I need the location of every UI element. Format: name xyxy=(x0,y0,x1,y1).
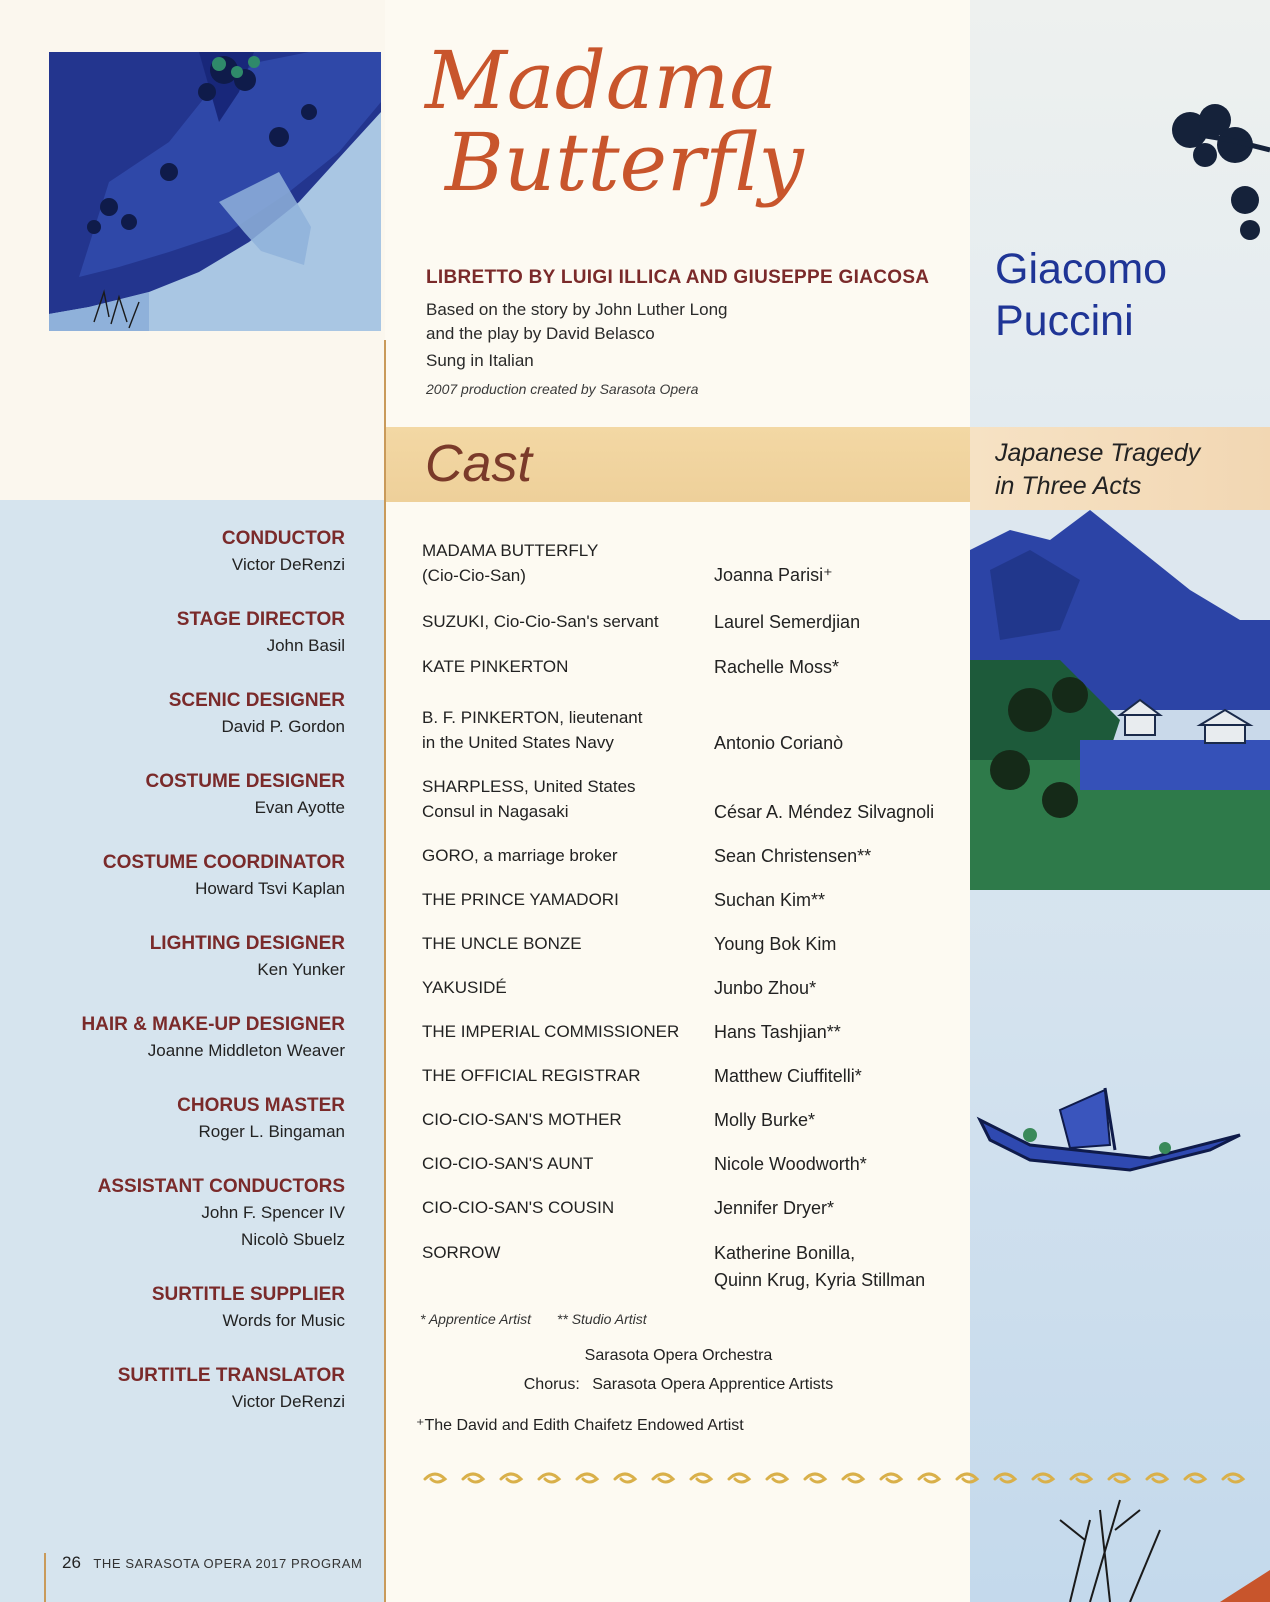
credit-name: Howard Tsvi Kaplan xyxy=(195,879,345,898)
cast-singer: Molly Burke* xyxy=(714,1110,816,1130)
credit-conductor xyxy=(222,527,345,578)
credit-role: SURTITLE SUPPLIER xyxy=(151,1284,345,1305)
genre-line: Japanese Tragedy xyxy=(995,439,1201,467)
language-note: Sung in Italian xyxy=(426,351,534,370)
chorus-value: Sarasota Opera Apprentice Artists xyxy=(592,1376,834,1393)
cast-role-line: Consul in Nagasaki xyxy=(422,802,569,821)
wave-flourish-divider xyxy=(420,1465,1260,1489)
genre-subtitle xyxy=(995,437,1200,503)
composer-name xyxy=(995,243,1167,347)
boat-illustration xyxy=(970,1050,1270,1190)
cast-singer xyxy=(714,1240,925,1294)
credit-costume-coordinator xyxy=(103,851,345,902)
credit-costume-designer xyxy=(145,770,345,821)
cast-singer: Sean Christensen** xyxy=(714,846,872,866)
page-number: 26 xyxy=(62,1553,81,1572)
vertical-divider xyxy=(384,340,386,1602)
cast-role: THE OFFICIAL REGISTRAR xyxy=(422,1066,641,1085)
chorus-label: Chorus: xyxy=(523,1376,580,1393)
cast-singer: Matthew Ciuffitelli* xyxy=(714,1066,862,1086)
chorus-credit xyxy=(386,1376,971,1394)
credit-name: John F. Spencer IV xyxy=(201,1203,345,1222)
credit-name: Evan Ayotte xyxy=(254,798,345,817)
credit-stage-director xyxy=(177,608,345,659)
title-line-1: Madama xyxy=(425,34,778,127)
cast-singer: César A. Méndez Silvagnoli xyxy=(714,802,935,822)
cast-role-line: MADAMA BUTTERFLY xyxy=(422,541,599,560)
credit-name: David P. Gordon xyxy=(221,717,345,736)
studio-footnote: ** Studio Artist xyxy=(556,1311,647,1327)
cast-heading: Cast xyxy=(425,435,532,493)
credit-name: Joanne Middleton Weaver xyxy=(147,1041,345,1060)
credit-name: John Basil xyxy=(266,636,345,655)
cast-role xyxy=(422,774,636,824)
cast-role: CIO-CIO-SAN'S COUSIN xyxy=(422,1198,615,1217)
cast-role: SORROW xyxy=(422,1243,501,1262)
credit-role: CHORUS MASTER xyxy=(177,1095,345,1116)
credit-assistant-conductors xyxy=(98,1175,345,1253)
credit-surtitle-supplier xyxy=(152,1283,345,1334)
cast-singer: Rachelle Moss* xyxy=(714,657,840,677)
cast-role: CIO-CIO-SAN'S AUNT xyxy=(422,1154,594,1173)
cast-role: THE PRINCE YAMADORI xyxy=(422,890,619,909)
credit-role: CONDUCTOR xyxy=(221,528,345,549)
cast-role-line: B. F. PINKERTON, lieutenant xyxy=(422,708,643,727)
cast-singer: Laurel Semerdjian xyxy=(714,612,861,632)
composer-first-name: Giacomo xyxy=(995,245,1168,293)
cast-singer: Young Bok Kim xyxy=(714,934,837,954)
credit-scenic-designer xyxy=(169,689,345,740)
cast-role xyxy=(422,538,598,588)
cast-singer-line: Quinn Krug, Kyria Stillman xyxy=(714,1270,926,1290)
credit-role: STAGE DIRECTOR xyxy=(176,609,345,630)
cast-role: YAKUSIDÉ xyxy=(422,978,507,997)
credit-name: Roger L. Bingaman xyxy=(198,1122,345,1141)
cast-singer: Jennifer Dryer* xyxy=(714,1198,835,1218)
cast-singer: Nicole Woodworth* xyxy=(714,1154,867,1174)
cast-role: KATE PINKERTON xyxy=(422,657,569,676)
credit-role: SCENIC DESIGNER xyxy=(168,690,345,711)
cast-singer: Suchan Kim** xyxy=(714,890,826,910)
credit-role: LIGHTING DESIGNER xyxy=(149,933,345,954)
cast-role: THE IMPERIAL COMMISSIONER xyxy=(422,1022,680,1041)
cast-role: SUZUKI, Cio-Cio-San's servant xyxy=(422,612,659,631)
composer-last-name: Puccini xyxy=(995,297,1134,345)
cast-singer-line: Katherine Bonilla, xyxy=(714,1243,856,1263)
credit-hair-makeup-designer xyxy=(81,1013,345,1064)
source-credit xyxy=(426,298,727,346)
cast-singer: Hans Tashjian** xyxy=(714,1022,841,1042)
artist-footnotes xyxy=(420,1311,669,1327)
coastal-cliff-illustration xyxy=(49,52,381,331)
credit-surtitle-translator xyxy=(118,1364,345,1415)
credit-name: Ken Yunker xyxy=(257,960,345,979)
cast-role: THE UNCLE BONZE xyxy=(422,934,582,953)
publication-name: THE SARASOTA OPERA 2017 PROGRAM xyxy=(93,1556,363,1571)
librettist-credit: LIBRETTO BY LUIGI ILLICA AND GIUSEPPE GIACOSA xyxy=(426,267,930,288)
apprentice-footnote: * Apprentice Artist xyxy=(420,1311,532,1327)
genre-line: in Three Acts xyxy=(995,472,1142,500)
cast-role-line: SHARPLESS, United States xyxy=(422,777,636,796)
cast-singer: Junbo Zhou* xyxy=(714,978,817,998)
credit-role: COSTUME DESIGNER xyxy=(145,771,345,792)
credit-role: HAIR & MAKE-UP DESIGNER xyxy=(81,1014,345,1035)
tree-branch-illustration xyxy=(1150,90,1270,250)
source-line: Based on the story by John Luther Long xyxy=(426,300,728,319)
credit-role: ASSISTANT CONDUCTORS xyxy=(97,1176,345,1197)
credit-name: Nicolò Sbuelz xyxy=(241,1230,345,1249)
endowed-artist-note: ⁺The David and Edith Chaifetz Endowed Artist xyxy=(416,1417,744,1434)
credit-name: Victor DeRenzi xyxy=(231,1392,345,1411)
production-note: 2007 production created by Sarasota Opera xyxy=(426,381,699,397)
opera-title xyxy=(425,34,865,209)
orchestra-credit: Sarasota Opera Orchestra xyxy=(584,1347,773,1364)
mountain-village-illustration xyxy=(970,510,1270,890)
title-line-2: Butterfly xyxy=(445,116,804,209)
credit-chorus-master xyxy=(177,1094,345,1145)
cast-role-line: (Cio-Cio-San) xyxy=(422,566,526,585)
credit-name: Words for Music xyxy=(222,1311,345,1330)
right-decorative-strip xyxy=(970,0,1270,1602)
credit-lighting-designer xyxy=(150,932,345,983)
cast-role: CIO-CIO-SAN'S MOTHER xyxy=(422,1110,622,1129)
credit-role: COSTUME COORDINATOR xyxy=(102,852,345,873)
credit-name: Victor DeRenzi xyxy=(231,555,345,574)
cast-role-line: in the United States Navy xyxy=(422,733,614,752)
cast-singer: Joanna Parisi⁺ xyxy=(714,565,833,585)
cast-singer: Antonio Corianò xyxy=(714,733,844,753)
cast-role: GORO, a marriage broker xyxy=(422,846,618,865)
source-line: and the play by David Belasco xyxy=(426,324,655,343)
cast-role xyxy=(422,705,642,755)
reed-grass-illustration xyxy=(1030,1480,1270,1602)
credit-role: SURTITLE TRANSLATOR xyxy=(117,1365,345,1386)
page-footer xyxy=(44,1553,362,1602)
